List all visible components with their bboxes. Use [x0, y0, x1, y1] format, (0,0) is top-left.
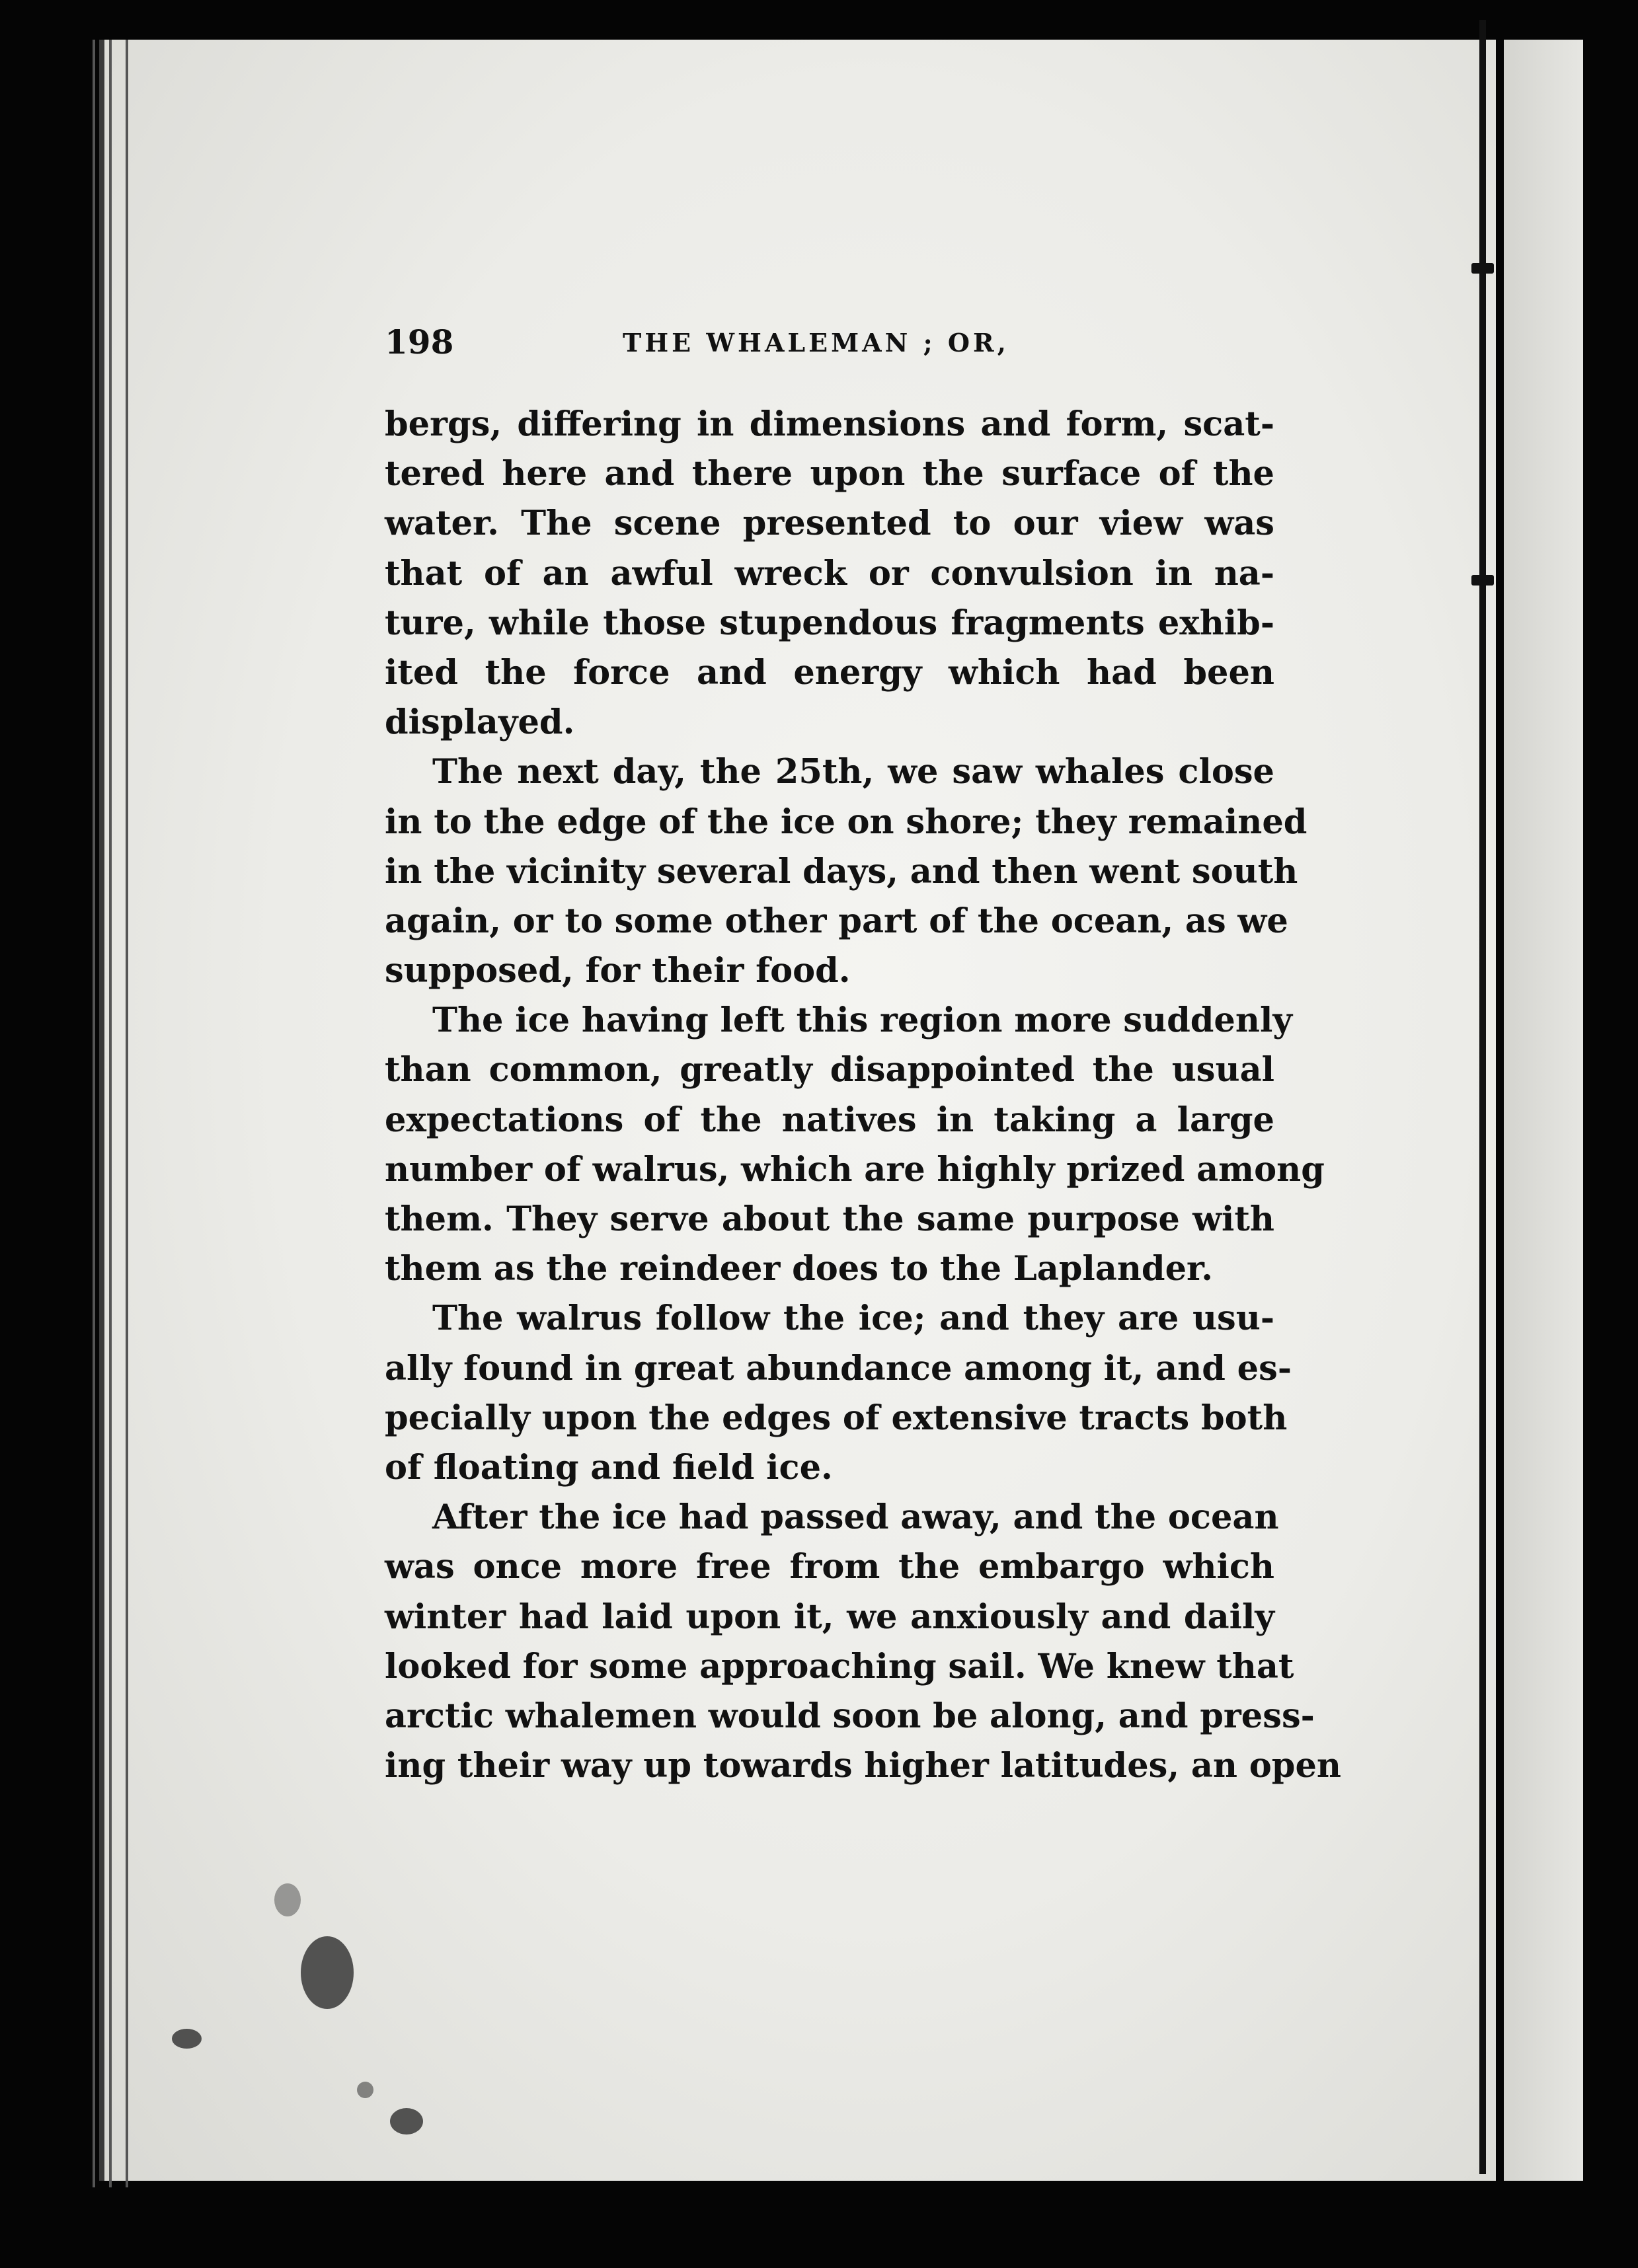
ink-stain	[357, 2082, 373, 2098]
text-line: ally found in great abundance among it, and es-	[385, 1348, 1292, 1388]
running-title: THE WHALEMAN ; OR,	[623, 328, 1009, 358]
text-line: them. They serve about the same purpose with	[385, 1199, 1274, 1239]
text-line: After the ice had passed away, and the ocean	[432, 1497, 1279, 1538]
facing-page-edge	[1504, 40, 1583, 2181]
text-line: them as the reindeer does to the Laplander.	[385, 1249, 1213, 1289]
text-line: that of an awful wreck or convulsion in na-	[385, 553, 1274, 593]
paragraph	[385, 1493, 1341, 1791]
text-line: expectations of the natives in taking a large	[385, 1100, 1274, 1140]
text-line: than common, greatly disappointed the usual	[385, 1050, 1274, 1090]
text-line: pecially upon the edges of extensive tracts both	[385, 1398, 1288, 1438]
ink-stain	[172, 2029, 202, 2049]
book-spine	[1479, 20, 1486, 2174]
paragraph	[385, 1294, 1292, 1493]
text-line: water. The scene presented to our view was	[385, 504, 1274, 544]
running-head	[385, 322, 1284, 369]
ink-stain	[390, 2108, 423, 2135]
spine-mark	[1471, 575, 1494, 586]
page-edge-line	[93, 40, 95, 2187]
text-line: number of walrus, which are highly prized among	[385, 1149, 1325, 1190]
text-line: bergs, differing in dimensions and form, scat-	[385, 404, 1274, 444]
ink-stain	[301, 1936, 354, 2009]
text-line: displayed.	[385, 702, 575, 743]
paragraph	[385, 400, 1274, 747]
text-line: The ice having left this region more suddenly	[432, 1001, 1292, 1041]
text-line: arctic whalemen would soon be along, and press-	[385, 1696, 1315, 1736]
text-line: was once more free from the embargo which	[385, 1547, 1274, 1587]
text-line: ing their way up towards higher latitudes, an open	[385, 1746, 1341, 1786]
text-line: of floating and field ice.	[385, 1447, 833, 1488]
body-text	[385, 400, 1341, 1791]
text-line: tered here and there upon the surface of the	[385, 454, 1274, 494]
text-line: The walrus follow the ice; and they are usu-	[432, 1299, 1274, 1339]
paragraph	[385, 747, 1307, 996]
ink-stain	[274, 1883, 301, 1916]
page-number: 198	[385, 322, 454, 361]
text-line: ited the force and energy which had been	[385, 652, 1274, 693]
text-line: The next day, the 25th, we saw whales close	[432, 752, 1274, 792]
text-line: winter had laid upon it, we anxiously and daily	[385, 1597, 1274, 1637]
text-line: in to the edge of the ice on shore; they remained	[385, 802, 1307, 842]
text-line: supposed, for their food.	[385, 951, 851, 991]
text-line: ture, while those stupendous fragments exhib-	[385, 603, 1274, 643]
page-edge-line	[126, 40, 128, 2187]
text-line: in the vicinity several days, and then went south	[385, 851, 1298, 891]
text-line: again, or to some other part of the ocean, as we	[385, 901, 1288, 941]
paragraph	[385, 996, 1325, 1294]
page-edge-line	[109, 40, 112, 2187]
text-line: looked for some approaching sail. We knew that	[385, 1646, 1294, 1686]
spine-mark	[1471, 263, 1494, 274]
